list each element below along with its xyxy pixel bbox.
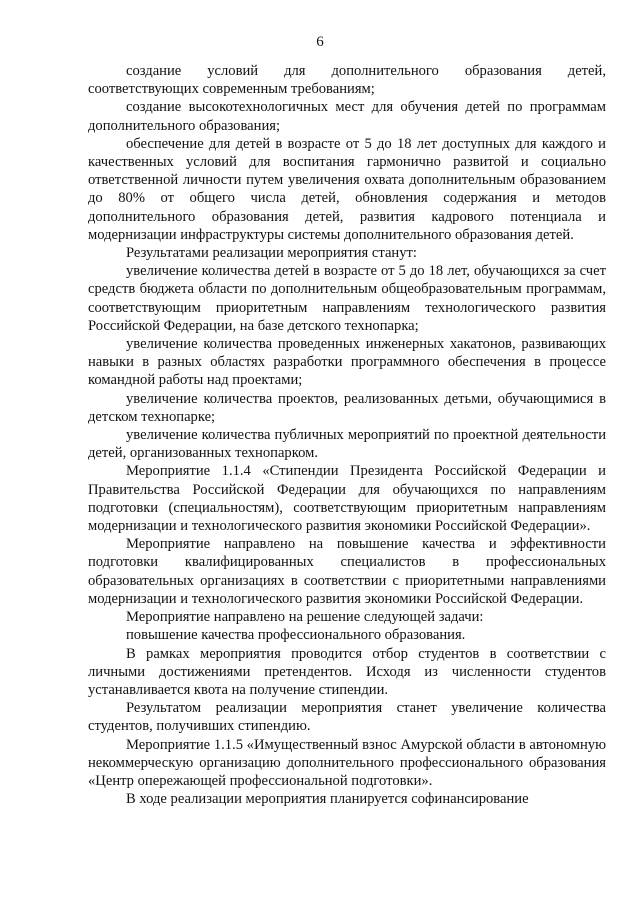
page-number: 6 — [316, 34, 324, 50]
paragraph: В рамках мероприятия проводится отбор студентов в соответствии с личными достижениями претендентов. Исходя из численности студентов устанавливается квота на получение стипендии. — [88, 645, 606, 698]
paragraph: повышение качества профессионального образования. — [126, 627, 466, 644]
paragraph: обеспечение для детей в возрасте от 5 до 18 лет доступных для каждого и качественных условий для воспитания гармонично развитой и социально ответственной личности путем увеличения охвата дополнительным образованием до 80% от общего числа детей, обновления содержания и методов дополнительного образования детей, развития кадрового потенциала и модернизации инфраструктуры системы дополнительного образования детей. — [88, 135, 606, 243]
paragraph: создание условий для дополнительного образования детей, соответствующих современным требованиям; — [88, 63, 606, 98]
paragraph: Мероприятие направлено на решение следующей задачи: — [126, 609, 484, 626]
body-text — [88, 62, 606, 808]
paragraph: Результатом реализации мероприятия станет увеличение количества студентов, получивших стипендию. — [88, 700, 606, 735]
paragraph: Мероприятие 1.1.4 «Стипендии Президента Российской Федерации и Правительства Российской Федерации для обучающихся по направлениям подготовки (специальностям), соответствующим приоритетным направлениям модернизации и технологического развития экономики Российской Федерации». — [88, 463, 606, 535]
paragraph: увеличение количества проектов, реализованных детьми, обучающимися в детском технопарке; — [88, 390, 606, 425]
paragraph: Результатами реализации мероприятия станут: — [126, 245, 417, 262]
paragraph: В ходе реализации мероприятия планируется софинансирование — [126, 791, 529, 808]
paragraph: Мероприятие направлено на повышение качества и эффективности подготовки квалифицированных специалистов в профессиональных образовательных организациях в соответствии с приоритетными направлениями модернизации и технологического развития экономики Российской Федерации. — [88, 536, 606, 607]
paragraph: создание высокотехнологичных мест для обучения детей по программам дополнительного образования; — [88, 99, 606, 134]
paragraph: увеличение количества публичных мероприятий по проектной деятельности детей, организованных технопарком. — [88, 427, 606, 462]
paragraph: Мероприятие 1.1.5 «Имущественный взнос Амурской области в автономную некоммерческую организацию дополнительного профессионального образования «Центр опережающей профессиональной подготовки». — [88, 736, 606, 789]
paragraph: увеличение количества проведенных инженерных хакатонов, развивающих навыки в разных областях разработки программного обеспечения в процессе командной работы над проектами; — [88, 336, 606, 389]
paragraph: увеличение количества детей в возрасте от 5 до 18 лет, обучающихся за счет средств бюджета области по дополнительным общеобразовательным программам, соответствующим приоритетным направлениям технологического развития Российской Федерации, на базе детского технопарка; — [88, 263, 606, 334]
